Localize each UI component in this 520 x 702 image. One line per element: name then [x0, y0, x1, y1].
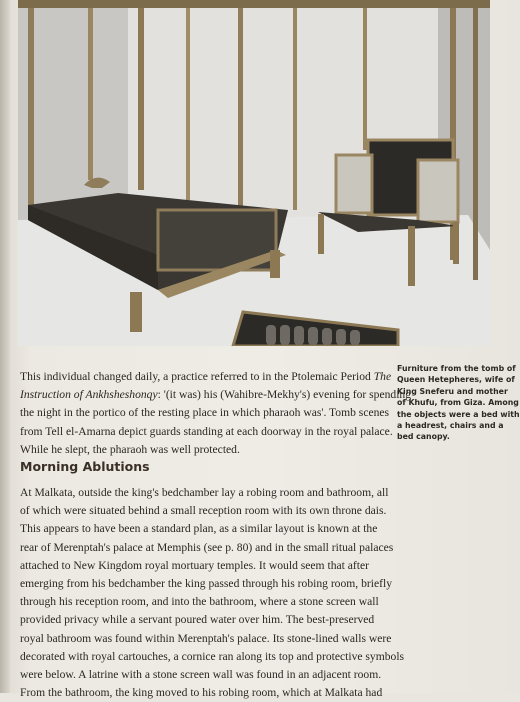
paragraph-line: through his reception room, and into the bathroom, where a stone screen wall	[20, 595, 379, 609]
paragraph-line: decorated with royal cartouches, a cornice ran along its top and protective symbols	[20, 649, 405, 663]
paragraph-line: provided privacy while a servant poured water over him. The best-preserved	[20, 613, 375, 627]
paragraph-line: of which were situated behind a small reception room with its own throne dais.	[20, 504, 387, 518]
paragraph-line: royal bathroom was found within Merenptah's palace. Its stone-lined walls were	[20, 631, 392, 645]
paragraph-text: This individual changed daily, a practice referred to in the Ptolemaic Period	[20, 370, 374, 383]
caption-line: the objects were a bed with	[397, 409, 520, 419]
paragraph-line: This appears to have been a standard plan, as a similar layout is known at the	[20, 522, 378, 536]
paragraph-line: At Malkata, outside the king's bedchamber lay a robing room and bathroom, all	[20, 486, 389, 499]
caption-line: Queen Hetepheres, wife of	[397, 375, 515, 385]
intro-paragraph	[20, 368, 412, 459]
section-heading: Morning Ablutions	[20, 459, 150, 474]
paragraph-line: While he slept, the pharaoh was well protected.	[20, 442, 240, 456]
paragraph-line: attached to New Kingdom royal mortuary temples. It would seem that after	[20, 558, 369, 572]
photo-caption	[397, 363, 520, 443]
caption-line: bed canopy.	[397, 432, 450, 442]
paragraph-line: From the bathroom, the king moved to his robing room, which at Malkata had	[20, 686, 383, 700]
italic-title: The	[373, 370, 392, 383]
paragraph-line	[20, 368, 392, 386]
paragraph-line: were below. A latrine with a stone screen wall was found in an adjacent room.	[20, 668, 382, 682]
caption-line: King Sneferu and mother	[397, 386, 508, 396]
caption-line: Furniture from the tomb of	[397, 364, 516, 373]
paragraph-line: from Tell el-Amarna depict guards standing at each doorway in the royal palace.	[20, 424, 393, 438]
page-gutter	[0, 0, 10, 693]
caption-line: a headrest, chairs and a	[397, 421, 504, 431]
paragraph-line: emerging from his bedchamber the king passed through his robing room, briefly	[20, 577, 392, 591]
furniture-photo	[18, 0, 490, 346]
caption-line: of Khufu, from Giza. Among	[397, 398, 519, 408]
paragraph-line: rear of Merenptah's palace at Memphis (see p. 80) and in the small ritual palaces	[20, 540, 394, 554]
paragraph-line: the night in the portico of the resting place in which pharaoh was'. Tomb scenes	[20, 406, 390, 420]
paragraph-text: : '(it was) his (Wahibre-Mekhy's) evening for spending	[157, 388, 412, 402]
italic-title: Instruction of Ankhsheshonqy	[20, 388, 158, 402]
paragraph-line	[20, 386, 412, 404]
furniture-illustration	[18, 0, 490, 346]
main-paragraph	[20, 484, 405, 702]
